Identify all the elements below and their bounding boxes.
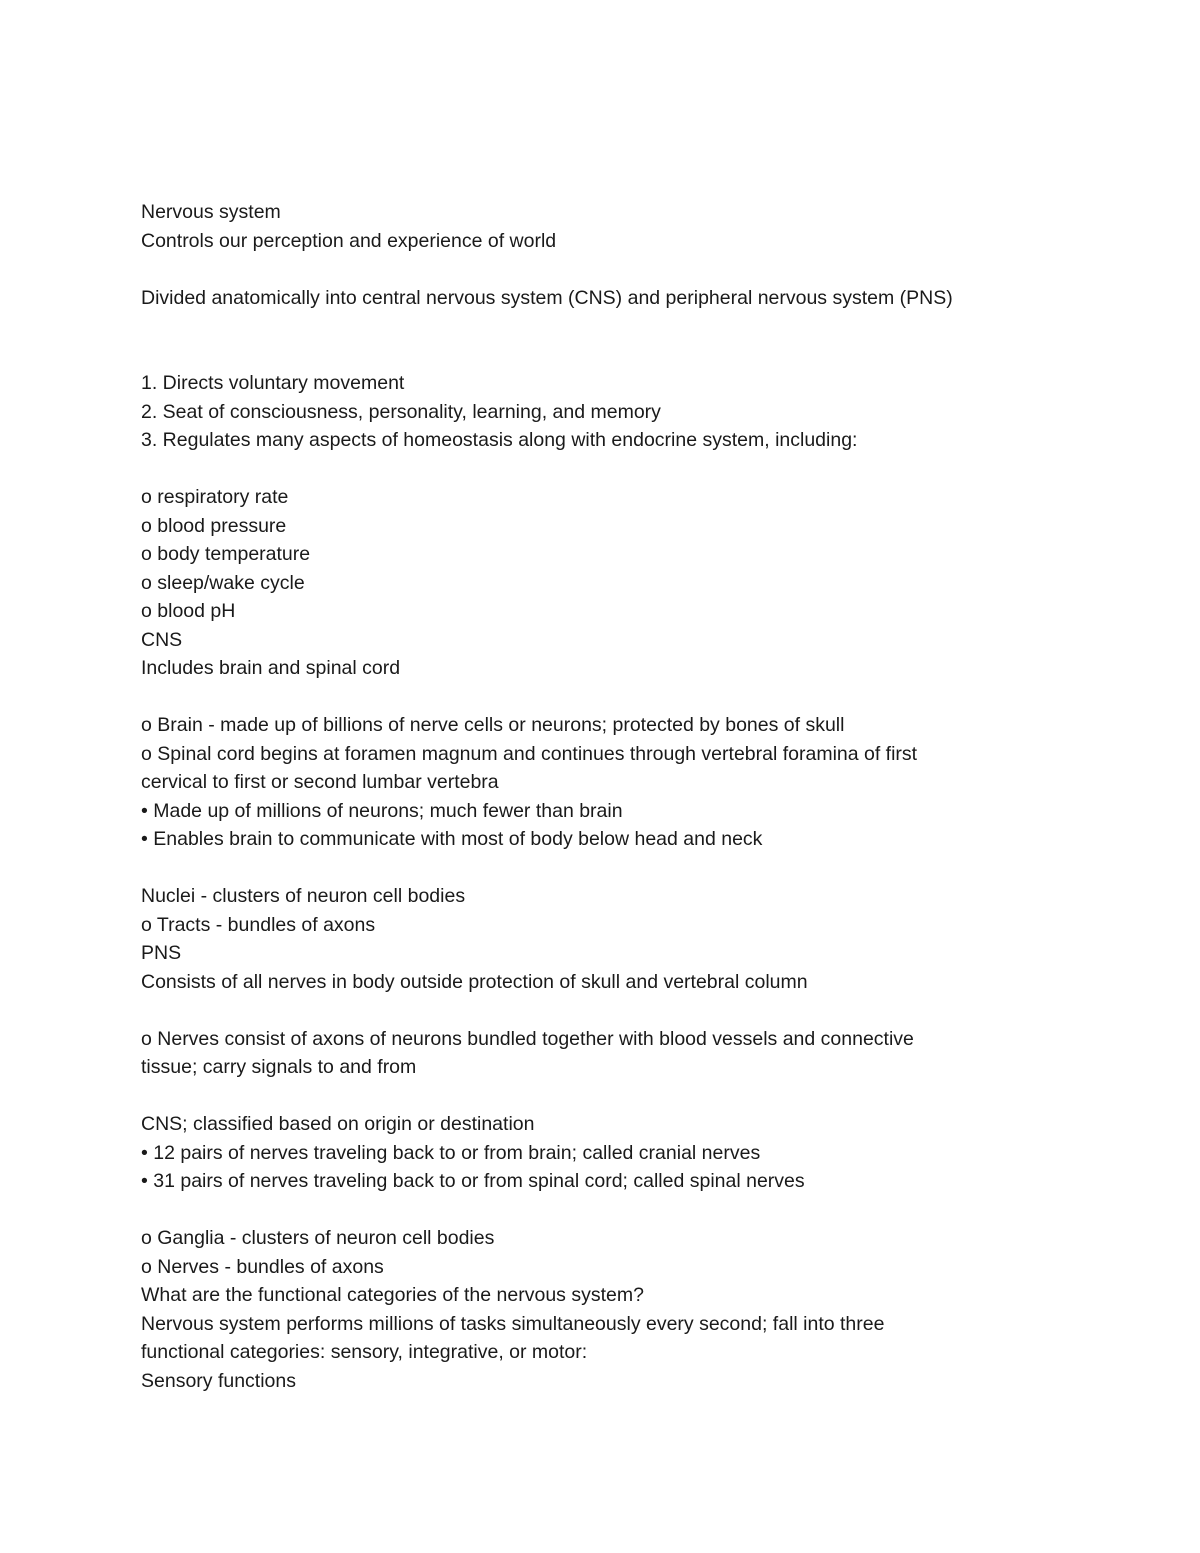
blank-line <box>141 312 1041 341</box>
text-line: Divided anatomically into central nervous system (CNS) and peripheral nervous system (PNS) <box>141 286 953 309</box>
text-line: tissue; carry signals to and from <box>141 1056 417 1078</box>
blank-line <box>141 1082 1041 1111</box>
text-line: o Spinal cord begins at foramen magnum and continues through vertebral foramina of first <box>141 742 918 765</box>
blank-line <box>141 341 1041 370</box>
blank-line <box>141 683 1041 712</box>
text-line: CNS; classified based on origin or destination <box>141 1113 535 1135</box>
text-line: o Nerves - bundles of axons <box>141 1255 384 1278</box>
text-line: 2. Seat of consciousness, personality, learning, and memory <box>141 400 661 423</box>
text-line: CNS <box>141 628 183 651</box>
text-line: PNS <box>141 942 182 964</box>
text-line: Controls our perception and experience of world <box>141 229 557 252</box>
text-line: Consists of all nerves in body outside protection of skull and vertebral column <box>141 970 808 993</box>
blank-line <box>141 255 1041 284</box>
blank-line <box>141 996 1041 1025</box>
text-line: o Tracts - bundles of axons <box>141 913 376 936</box>
text-line: • 12 pairs of nerves traveling back to or from brain; called cranial nerves <box>141 1141 761 1164</box>
text-line: Sensory functions <box>141 1369 297 1392</box>
text-line: 1. Directs voluntary movement <box>141 372 405 394</box>
text-line: Nervous system performs millions of tasks simultaneously every second; fall into three <box>141 1312 885 1335</box>
text-line: 3. Regulates many aspects of homeostasis along with endocrine system, including: <box>141 429 858 451</box>
text-line: What are the functional categories of the nervous system? <box>141 1284 644 1306</box>
text-line: functional categories: sensory, integrative, or motor: <box>141 1341 588 1363</box>
text-line: o blood pressure <box>141 514 287 537</box>
text-line: o respiratory rate <box>141 486 289 508</box>
blank-line <box>141 854 1041 883</box>
text-line: o Brain - made up of billions of nerve cells or neurons; protected by bones of skull <box>141 714 845 736</box>
blank-line <box>141 1196 1041 1225</box>
text-line: cervical to first or second lumbar vertebra <box>141 771 499 793</box>
document-body <box>141 198 1041 1395</box>
text-line: Nuclei - clusters of neuron cell bodies <box>141 885 466 907</box>
text-line: Nervous system <box>141 201 281 223</box>
text-line: • Enables brain to communicate with most of body below head and neck <box>141 828 763 850</box>
text-line: o Nerves consist of axons of neurons bundled together with blood vessels and connective <box>141 1027 914 1050</box>
text-line: • Made up of millions of neurons; much fewer than brain <box>141 799 623 822</box>
text-line: Includes brain and spinal cord <box>141 657 401 679</box>
text-line: o body temperature <box>141 543 311 565</box>
text-line: o sleep/wake cycle <box>141 571 305 594</box>
text-line: o Ganglia - clusters of neuron cell bodies <box>141 1227 495 1249</box>
text-line: • 31 pairs of nerves traveling back to or from spinal cord; called spinal nerves <box>141 1170 805 1192</box>
blank-line <box>141 455 1041 484</box>
text-line: o blood pH <box>141 600 236 622</box>
